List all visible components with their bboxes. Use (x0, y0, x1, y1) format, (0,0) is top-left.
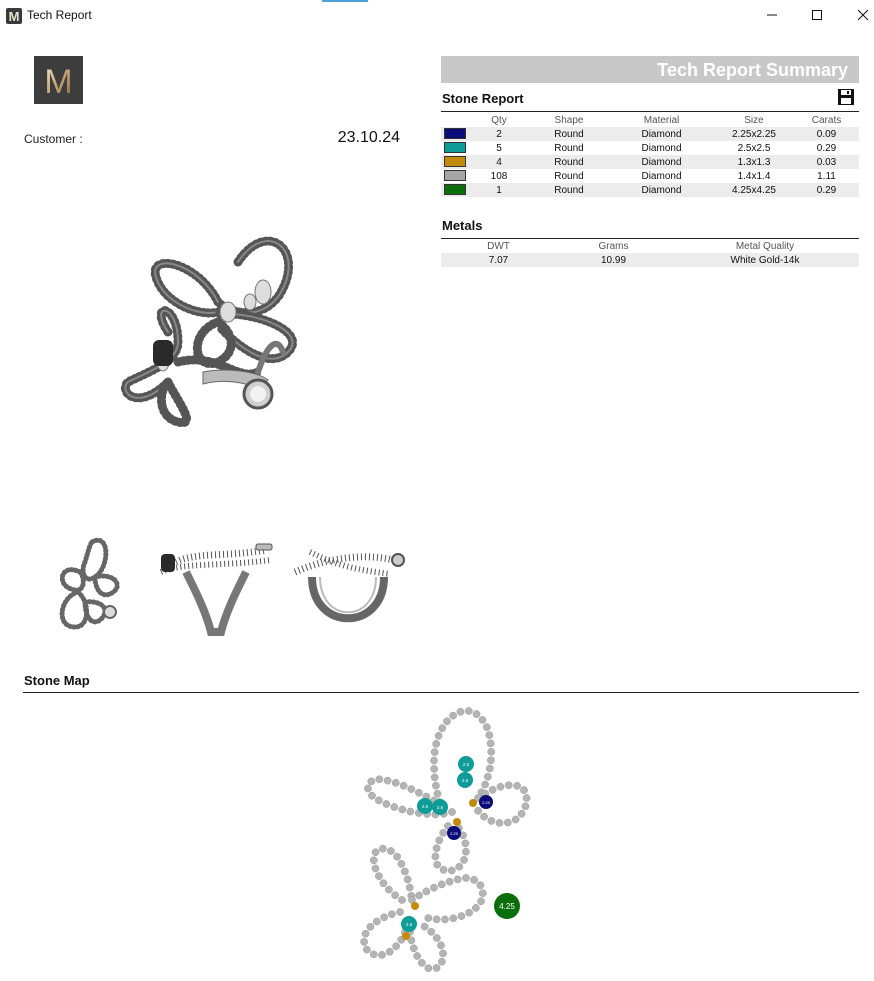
stone-carats: 0.29 (794, 183, 859, 197)
pave-stone (482, 781, 489, 788)
pave-stone (372, 849, 379, 856)
pave-stone (475, 807, 482, 814)
pave-stone (408, 786, 415, 793)
pave-stone (523, 794, 530, 801)
table-row[interactable] (441, 183, 859, 197)
pave-stone (416, 892, 423, 899)
pave-stone (520, 787, 527, 794)
pave-stone (436, 837, 443, 844)
stone-carats: 0.09 (794, 127, 859, 141)
blue-stone-1 (479, 795, 493, 809)
metal-dwt: 7.07 (441, 253, 556, 267)
pave-stone (481, 813, 488, 820)
pave-stone (437, 942, 444, 949)
pave-stone (479, 716, 486, 723)
gold-stone (402, 932, 410, 940)
stone-label: 2.25 (450, 831, 458, 836)
stone-size: 2.5x2.5 (737, 142, 771, 154)
pave-stone (488, 748, 495, 755)
pave-stones (361, 707, 531, 971)
column-header-material: Material (643, 115, 680, 126)
title-accent (322, 0, 368, 2)
stone-material: Diamond (609, 183, 714, 197)
stone-label: 2.5 (461, 778, 469, 783)
ring-thumbnail-front[interactable] (156, 532, 276, 636)
pave-stone (385, 886, 392, 893)
stone-shape: Round (529, 155, 609, 169)
pave-stone (433, 845, 440, 852)
pave-stone (486, 765, 493, 772)
metals-title: Metals (442, 218, 483, 233)
pave-stone (368, 792, 375, 799)
pave-stone (460, 856, 467, 863)
metals-divider (441, 238, 859, 239)
pave-stone (477, 882, 484, 889)
pave-stone (454, 876, 461, 883)
pave-stone (361, 938, 368, 945)
pave-stone (472, 904, 479, 911)
summary-banner (441, 56, 859, 83)
pave-stone (379, 845, 386, 852)
column-header-dwt: DWT (487, 241, 510, 252)
pave-stone (433, 916, 440, 923)
pave-stone (433, 964, 440, 971)
pave-stone (432, 853, 439, 860)
save-icon[interactable] (837, 88, 855, 106)
gold-stone (453, 818, 461, 826)
pave-stone (376, 776, 383, 783)
stone-qty: 108 (490, 170, 508, 182)
pave-stone (446, 878, 453, 885)
pave-stone (368, 778, 375, 785)
stone-color-swatch (444, 128, 466, 139)
column-header-size: Size (744, 115, 764, 126)
pave-stone (488, 817, 495, 824)
pave-stone (465, 707, 472, 714)
pave-stone (431, 749, 438, 756)
maximize-icon (811, 9, 823, 21)
stone-map-title: Stone Map (24, 673, 90, 688)
pave-stone (373, 918, 380, 925)
pave-stone (484, 773, 491, 780)
pave-stone (439, 950, 446, 957)
teal-stone-1 (458, 756, 474, 772)
pave-stone (388, 911, 395, 918)
pave-stone (443, 718, 450, 725)
metal-quality: White Gold-14k (671, 253, 859, 267)
stone-qty: 1 (469, 183, 529, 197)
stone-qty: 5 (496, 142, 502, 154)
pave-stone (435, 732, 442, 739)
title-bar[interactable] (0, 0, 874, 31)
pave-stone (432, 782, 439, 789)
pave-stone (514, 782, 521, 789)
column-header-metal-quality: Metal Quality (735, 241, 795, 252)
table-row[interactable] (441, 127, 859, 141)
ring-main-render (108, 222, 316, 434)
pave-stone (362, 930, 369, 937)
pave-stone (393, 943, 400, 950)
stone-size: 2.25x2.25 (714, 127, 794, 141)
pave-stone (462, 840, 469, 847)
stone-report-table (441, 114, 859, 197)
pave-stone (386, 948, 393, 955)
column-header-shape: Shape (554, 115, 584, 126)
pave-stone (425, 915, 432, 922)
stone-map (340, 700, 540, 980)
pave-stone (418, 959, 425, 966)
pave-stone (440, 866, 447, 873)
pave-stone (448, 867, 455, 874)
stone-label: 2.25 (482, 800, 490, 805)
pave-stone (479, 890, 486, 897)
pave-stone (392, 779, 399, 786)
stone-qty: 4 (469, 155, 529, 169)
pave-stone (375, 873, 382, 880)
summary-title: Tech Report Summary (657, 60, 848, 80)
pave-stone (466, 909, 473, 916)
column-header-carats: Carats (811, 115, 842, 126)
column-header-color (441, 114, 469, 127)
ring-thumbnail-top[interactable] (50, 532, 124, 636)
window-title: Tech Report (27, 8, 92, 22)
stone-size: 1.4x1.4 (737, 170, 771, 182)
pave-stone (428, 928, 435, 935)
pave-stone (512, 816, 519, 823)
stone-label: 2.5 (462, 762, 470, 767)
pave-stone (398, 896, 405, 903)
ring-thumbnail-side[interactable] (290, 532, 406, 636)
pave-stone (370, 951, 377, 958)
pave-stone (496, 819, 503, 826)
pave-stone (473, 711, 480, 718)
stone-map-divider (23, 692, 859, 693)
pave-stone (401, 868, 408, 875)
pave-stone (477, 898, 484, 905)
metals-table (441, 240, 859, 267)
pave-stone (450, 915, 457, 922)
pave-stone (487, 740, 494, 747)
pave-stone (387, 847, 394, 854)
pave-stone (434, 861, 441, 868)
pave-stone (375, 797, 382, 804)
pave-stone (410, 945, 417, 952)
pave-stone (438, 881, 445, 888)
pave-stone (370, 857, 377, 864)
teal-stone-2 (457, 772, 473, 788)
teal-stone-4 (432, 799, 448, 815)
stone-carats: 1.11 (817, 170, 836, 182)
stone-material: Diamond (641, 142, 682, 154)
pave-stone (414, 952, 421, 959)
pave-stone (434, 790, 441, 797)
pave-stone (518, 810, 525, 817)
stone-color-swatch (444, 184, 466, 195)
blue-stone-2 (447, 826, 461, 840)
pave-stone (391, 803, 398, 810)
pave-stone (486, 732, 493, 739)
pave-stone (381, 914, 388, 921)
pave-stone (497, 783, 504, 790)
stone-qty: 2 (469, 127, 529, 141)
pave-stone (505, 782, 512, 789)
pave-stone (431, 774, 438, 781)
company-logo (34, 56, 83, 104)
stone-carats: 0.29 (816, 142, 837, 154)
gold-stone (469, 799, 477, 807)
pave-stone (462, 848, 469, 855)
pave-stone (456, 863, 463, 870)
pave-stone (431, 765, 438, 772)
pave-stone (438, 958, 445, 965)
stone-report-title: Stone Report (442, 91, 524, 106)
customer-label: Customer : (24, 132, 83, 146)
teal-stone-3 (417, 798, 433, 814)
stone-shape: Round (554, 142, 584, 154)
pave-stone (433, 934, 440, 941)
pave-stone (423, 888, 430, 895)
minimize-button[interactable] (757, 4, 787, 26)
stone-color-swatch (444, 170, 466, 181)
stone-shape: Round (554, 170, 584, 182)
pave-stone (407, 808, 414, 815)
pave-stone (425, 965, 432, 972)
gold-stone (411, 902, 419, 910)
pave-stone (462, 874, 469, 881)
pave-stone (448, 808, 455, 815)
stone-report-divider (441, 111, 859, 112)
stone-label: 4.25 (499, 902, 515, 911)
pave-stone (522, 803, 529, 810)
pave-stone (471, 876, 478, 883)
stone-size: 4.25x4.25 (714, 183, 794, 197)
app-icon-letter: M (8, 9, 20, 24)
pave-stone (396, 908, 403, 915)
pave-stone (483, 724, 490, 731)
stone-color-swatch (444, 142, 466, 153)
table-row[interactable] (441, 169, 859, 183)
pave-stone (394, 853, 401, 860)
stone-map-diagram (340, 700, 540, 980)
stone-shape: Round (529, 127, 609, 141)
column-header-qty: Qty (491, 115, 507, 126)
pave-stone (392, 892, 399, 899)
table-row[interactable] (441, 253, 859, 267)
stone-shape: Round (529, 183, 609, 197)
metal-grams: 10.99 (556, 253, 671, 267)
pave-stone (487, 757, 494, 764)
pave-stone (380, 880, 387, 887)
stone-label: 2.5 (436, 805, 444, 810)
pave-stone (440, 829, 447, 836)
pave-stone (433, 740, 440, 747)
stone-material: Diamond (641, 170, 682, 182)
pave-stone (398, 860, 405, 867)
pave-stone (415, 789, 422, 796)
pave-stone (399, 806, 406, 813)
pave-stone (439, 725, 446, 732)
pave-stone (489, 786, 496, 793)
pave-stone (384, 777, 391, 784)
stone-carats: 0.03 (794, 155, 859, 169)
pave-stone (430, 757, 437, 764)
maximize-button[interactable] (802, 4, 832, 26)
pave-stone (378, 951, 385, 958)
pave-stone (400, 782, 407, 789)
logo-letter: M (44, 63, 73, 101)
stone-label: 2.5 (421, 804, 429, 809)
pave-stone (450, 712, 457, 719)
pave-stone (458, 913, 465, 920)
pave-stone (367, 923, 374, 930)
green-center-stone (494, 893, 520, 919)
pave-stone (430, 884, 437, 891)
pave-stone (372, 865, 379, 872)
stone-label: 2.5 (405, 922, 413, 927)
column-header-grams: Grams (598, 241, 629, 252)
report-date: 23.10.24 (337, 129, 400, 146)
app-logo-icon (6, 8, 22, 24)
pave-stone (504, 819, 511, 826)
stone-color-swatch (444, 156, 466, 167)
stone-size: 1.3x1.3 (714, 155, 794, 169)
stone-material: Diamond (609, 127, 714, 141)
close-icon (857, 9, 869, 21)
pave-stone (404, 876, 411, 883)
pave-stone (406, 884, 413, 891)
teal-stone-5 (401, 916, 417, 932)
minimize-icon (766, 9, 778, 21)
pave-stone (383, 800, 390, 807)
pave-stone (441, 916, 448, 923)
table-row[interactable] (441, 141, 859, 155)
stone-material: Diamond (609, 155, 714, 169)
pave-stone (364, 785, 371, 792)
table-row[interactable] (441, 155, 859, 169)
close-button[interactable] (848, 4, 874, 26)
pave-stone (421, 923, 428, 930)
pave-stone (457, 708, 464, 715)
pave-stone (363, 946, 370, 953)
